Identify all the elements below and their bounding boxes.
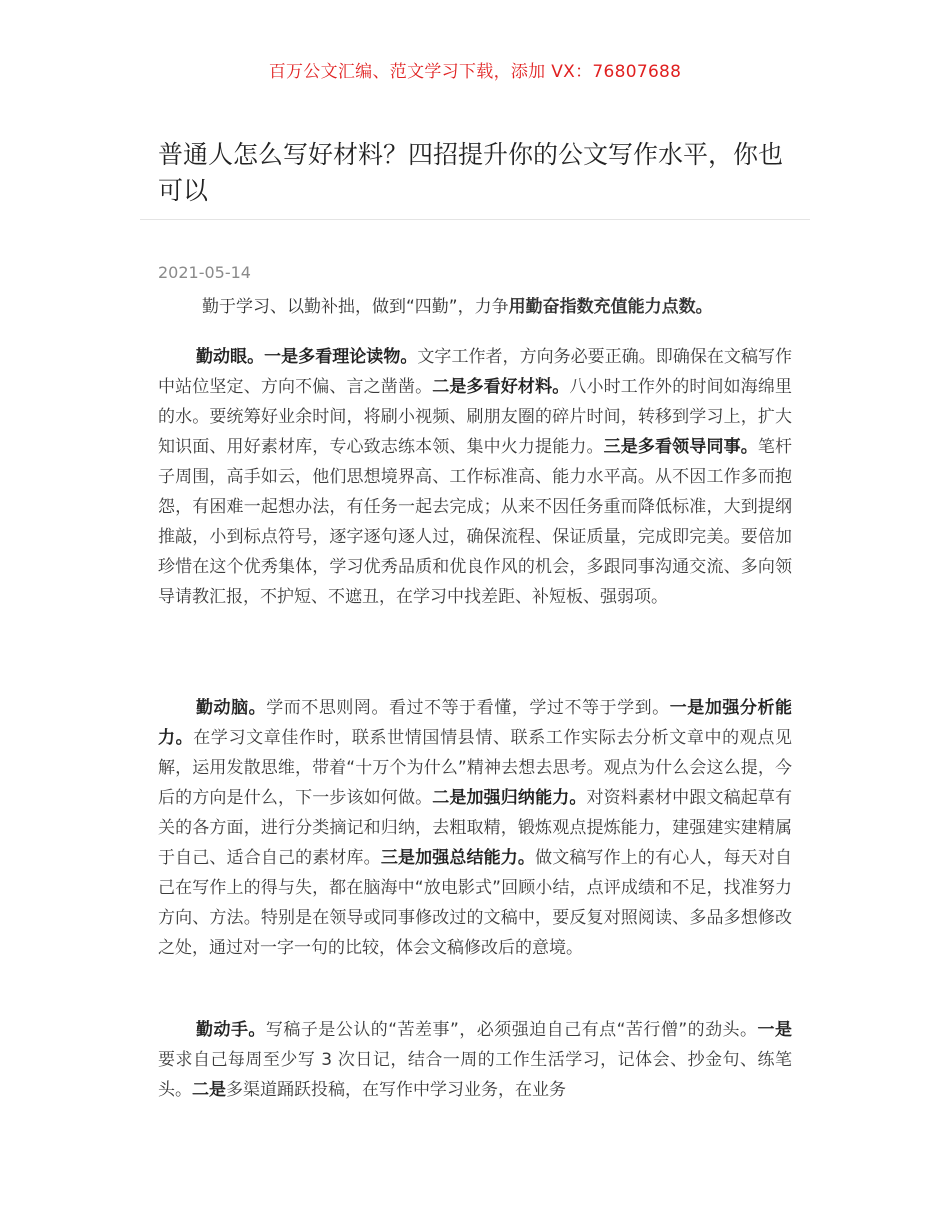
text-run: 要求自己每周至少写 3 次日记，结合一周的工作生活学习，记体会、抄金句、练笔头。 xyxy=(158,1050,792,1100)
bold-run: 勤动脑。 xyxy=(196,698,267,718)
bold-run: 二是多看好材料。 xyxy=(432,377,570,397)
header-banner: 百万公文汇编、范文学习下载，添加 VX：76807688 xyxy=(268,62,682,82)
text-run: 在学习文章佳作时，联系世情国情县情、联系工作实际去分析文章中的观点见解，运用发散思维，带着“十万个为什么”精神去想去思考。观点为什么会这么提，今后的方向是什么，下一步该如何做。 xyxy=(158,728,793,808)
text-run: 学而不思则罔。看过不等于看懂，学过不等于学到。 xyxy=(266,698,670,718)
article-title: 普通人怎么写好材料？四招提升你的公文写作水平，你也可以 xyxy=(158,140,784,205)
paragraph-eyes xyxy=(158,342,792,612)
bold-run: 三是多看领导同事。 xyxy=(603,437,758,457)
bold-run: 一是加强分析能力。 xyxy=(158,698,793,748)
bold-run: 三是加强总结能力。 xyxy=(380,848,536,868)
text-run: 做文稿写作上的有心人，每天对自己在写作上的得与失，都在脑海中“放电影式”回顾小结，点评成绩和不足，找准努力方向、方法。特别是在领导或同事修改过的文稿中，要反复对照阅读、多品多想修改之处，通过对一字一句的比较，体会文稿修改后的意境。 xyxy=(158,848,793,958)
text-run: 写稿子是公认的“苦差事”，必须强迫自己有点“苦行僧”的劲头。 xyxy=(265,1020,758,1040)
bold-run: 一是 xyxy=(757,1020,793,1040)
intro-bold-text: 用勤奋指数充值能力点数。 xyxy=(508,297,713,317)
bold-run: 二是加强归纳能力。 xyxy=(432,788,587,808)
intro-paragraph xyxy=(158,292,798,322)
publish-date: 2021-05-14 xyxy=(158,263,251,282)
bold-run: 勤动眼。一是多看理论读物。 xyxy=(196,347,418,367)
title-divider xyxy=(140,219,810,220)
intro-text: 勤于学习、以勤补拙，做到“四勤”，力争 xyxy=(202,297,509,317)
text-run: 对资料素材中跟文稿起草有关的各方面，进行分类摘记和归纳，去粗取精，锻炼观点提炼能力，建强建实建精属于自己、适合自己的素材库。 xyxy=(158,788,793,868)
text-run: 多渠道踊跃投稿，在写作中学习业务，在业务 xyxy=(226,1080,566,1100)
bold-run: 勤动手。 xyxy=(196,1020,266,1040)
text-run: 八小时工作外的时间如海绵里的水。要统筹好业余时间，将刷小视频、刷朋友圈的碎片时间，转移到学习上，扩大知识面、用好素材库，专心致志练本领、集中火力提能力。 xyxy=(158,377,793,457)
text-run: 笔杆子周围，高手如云，他们思想境界高、工作标准高、能力水平高。从不因工作多而抱怨，有困难一起想办法，有任务一起去完成；从来不因任务重而降低标准，大到提纲推敲，小到标点符号，逐字逐句逐人过，确保流程、保证质量，完成即完美。要倍加珍惜在这个优秀集体，学习优秀品质和优良作风的机会，多跟同事沟通交流、多向领导请教汇报，不护短、不遮丑，在学习中找差距、补短板、强弱项。 xyxy=(158,437,793,607)
paragraph-brain xyxy=(158,693,792,963)
bold-run: 二是 xyxy=(192,1080,226,1100)
text-run: 文字工作者，方向务必要正确。即确保在文稿写作中站位坚定、方向不偏、言之凿凿。 xyxy=(158,347,793,397)
paragraph-hands xyxy=(158,1015,792,1105)
